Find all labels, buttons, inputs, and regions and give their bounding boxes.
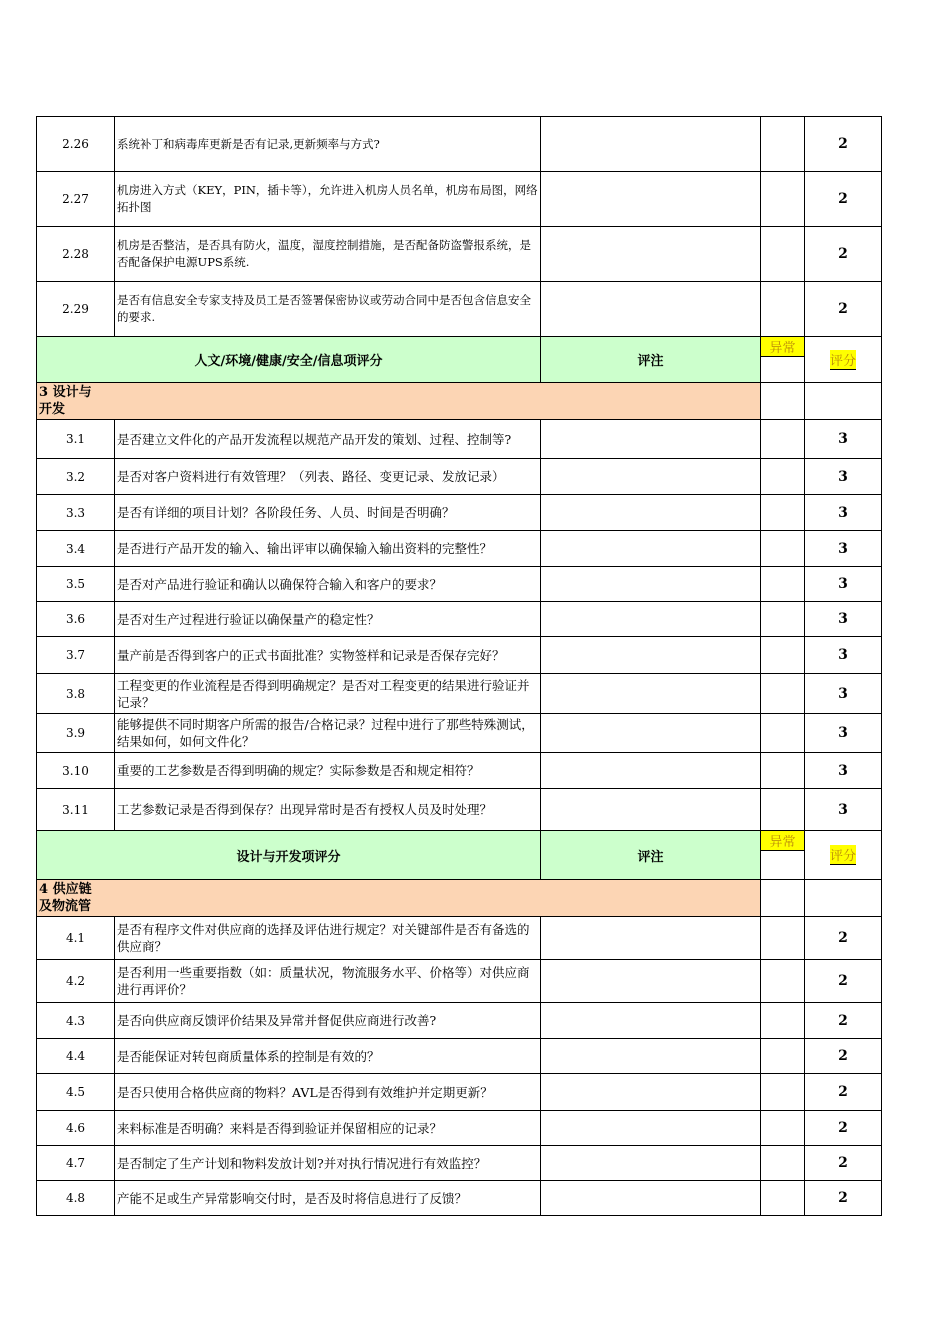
- item-number: 3.6: [36, 601, 114, 636]
- abnormal-cell[interactable]: [760, 494, 804, 530]
- section-row: [36, 879, 882, 916]
- abnormal-cell[interactable]: [760, 1073, 804, 1110]
- score-header-cell: [804, 336, 882, 382]
- item-question: 是否制定了生产计划和物料发放计划?并对执行情况进行有效监控？: [114, 1145, 540, 1180]
- note-cell[interactable]: [540, 788, 760, 830]
- summary-title: 设计与开发项评分: [36, 830, 540, 879]
- note-cell[interactable]: [540, 713, 760, 752]
- item-question: 来料标准是否明确？来料是否得到验证并保留相应的记录？: [114, 1110, 540, 1145]
- note-cell[interactable]: [540, 458, 760, 494]
- table-row: [36, 788, 882, 830]
- item-number: 3.10: [36, 752, 114, 788]
- score-cell[interactable]: 3: [804, 788, 882, 830]
- score-cell[interactable]: 2: [804, 171, 882, 226]
- table-row: [36, 419, 882, 458]
- table-row: [36, 636, 882, 673]
- note-cell[interactable]: [540, 1110, 760, 1145]
- item-question: 重要的工艺参数是否得到明确的规定？实际参数是否和规定相符？: [114, 752, 540, 788]
- item-question: 工艺参数记录是否得到保存？出现异常时是否有授权人员及时处理？: [114, 788, 540, 830]
- table-row: [36, 1180, 882, 1215]
- note-cell[interactable]: [540, 116, 760, 171]
- score-cell[interactable]: [804, 879, 882, 916]
- score-cell[interactable]: 3: [804, 601, 882, 636]
- note-cell[interactable]: [540, 916, 760, 959]
- item-number: 4.2: [36, 959, 114, 1002]
- item-number: 4.8: [36, 1180, 114, 1215]
- abnormal-cell[interactable]: [760, 116, 804, 171]
- table-row: [36, 226, 882, 281]
- note-cell[interactable]: [540, 636, 760, 673]
- item-number: 3.9: [36, 713, 114, 752]
- abnormal-cell[interactable]: [760, 1145, 804, 1180]
- score-cell[interactable]: 2: [804, 1038, 882, 1073]
- note-cell[interactable]: [540, 281, 760, 336]
- table-row: [36, 673, 882, 713]
- abnormal-cell[interactable]: [760, 1038, 804, 1073]
- section-title: 4 供应链及物流管: [39, 882, 92, 914]
- item-question: 产能不足或生产异常影响交付时，是否及时将信息进行了反馈？: [114, 1180, 540, 1215]
- item-number: 4.6: [36, 1110, 114, 1145]
- item-question: 量产前是否得到客户的正式书面批准？实物签样和记录是否保存完好？: [114, 636, 540, 673]
- abnormal-cell[interactable]: [760, 1180, 804, 1215]
- item-number: 3.2: [36, 458, 114, 494]
- score-cell[interactable]: 2: [804, 1002, 882, 1038]
- abnormal-cell[interactable]: [760, 636, 804, 673]
- item-question: 是否利用一些重要指数（如：质量状况，物流服务水平、价格等）对供应商进行再评价？: [114, 959, 540, 1002]
- table-row: [36, 171, 882, 226]
- item-number: 3.11: [36, 788, 114, 830]
- item-question: 是否有信息安全专家支持及员工是否签署保密协议或劳动合同中是否包含信息安全的要求.: [114, 281, 540, 336]
- table-bottom-border: [36, 1215, 882, 1216]
- abnormal-cell[interactable]: [760, 458, 804, 494]
- abnormal-cell[interactable]: [760, 601, 804, 636]
- table-row: [36, 116, 882, 171]
- abnormal-cell[interactable]: [760, 713, 804, 752]
- table-row: [36, 530, 882, 566]
- abnormal-cell[interactable]: [760, 419, 804, 458]
- note-cell[interactable]: [540, 1002, 760, 1038]
- summary-row: [36, 830, 882, 879]
- summary-note-header: 评注: [540, 830, 760, 879]
- score-cell[interactable]: 3: [804, 419, 882, 458]
- item-question: 是否能保证对转包商质量体系的控制是有效的？: [114, 1038, 540, 1073]
- item-question: 机房进入方式（KEY，PIN，插卡等），允许进入机房人员名单，机房布局图，网络拓扑图: [114, 171, 540, 226]
- note-cell[interactable]: [540, 1145, 760, 1180]
- note-cell[interactable]: [540, 959, 760, 1002]
- score-cell[interactable]: 3: [804, 752, 882, 788]
- table-row: [36, 752, 882, 788]
- abnormal-cell[interactable]: [760, 788, 804, 830]
- item-question: 是否向供应商反馈评价结果及异常并督促供应商进行改善?: [114, 1002, 540, 1038]
- score-cell[interactable]: 3: [804, 494, 882, 530]
- table-row: [36, 458, 882, 494]
- abnormal-cell[interactable]: [760, 566, 804, 601]
- item-number: 4.5: [36, 1073, 114, 1110]
- item-question: 工程变更的作业流程是否得到明确规定？是否对工程变更的结果进行验证并记录？: [114, 673, 540, 713]
- score-cell[interactable]: 2: [804, 916, 882, 959]
- item-question: 是否只使用合格供应商的物料？AVL是否得到有效维护并定期更新？: [114, 1073, 540, 1110]
- table-row: [36, 1038, 882, 1073]
- abnormal-header-cell: [760, 830, 804, 879]
- abnormal-cell[interactable]: [760, 171, 804, 226]
- score-cell[interactable]: 2: [804, 1180, 882, 1215]
- score-cell[interactable]: 2: [804, 116, 882, 171]
- note-cell[interactable]: [540, 601, 760, 636]
- abnormal-cell[interactable]: [760, 281, 804, 336]
- score-cell[interactable]: 2: [804, 959, 882, 1002]
- item-number: 3.8: [36, 673, 114, 713]
- score-cell[interactable]: 2: [804, 1145, 882, 1180]
- score-cell[interactable]: 3: [804, 673, 882, 713]
- item-question: 是否有程序文件对供应商的选择及评估进行规定？对关键部件是否有备选的供应商？: [114, 916, 540, 959]
- table-row: [36, 713, 882, 752]
- item-number: 4.3: [36, 1002, 114, 1038]
- abnormal-cell[interactable]: [760, 226, 804, 281]
- item-question: 能够提供不同时期客户所需的报告/合格记录？过程中进行了那些特殊测试，结果如何，如何文件化？: [114, 713, 540, 752]
- note-cell[interactable]: [540, 171, 760, 226]
- item-number: 3.5: [36, 566, 114, 601]
- score-cell[interactable]: 2: [804, 1110, 882, 1145]
- abnormal-cell[interactable]: [760, 382, 804, 419]
- abnormal-header-cell: [760, 336, 804, 382]
- score-header-cell: [804, 830, 882, 879]
- score-cell[interactable]: 3: [804, 566, 882, 601]
- abnormal-header: 异常: [761, 831, 804, 851]
- abnormal-cell[interactable]: [760, 1110, 804, 1145]
- score-cell[interactable]: 3: [804, 636, 882, 673]
- item-number: 3.1: [36, 419, 114, 458]
- section-row: [36, 382, 882, 419]
- score-cell[interactable]: [804, 382, 882, 419]
- score-header: 评分: [830, 350, 856, 370]
- item-number: 4.1: [36, 916, 114, 959]
- item-question: 是否建立文件化的产品开发流程以规范产品开发的策划、过程、控制等?: [114, 419, 540, 458]
- abnormal-header: 异常: [761, 337, 804, 357]
- note-cell[interactable]: [540, 1180, 760, 1215]
- table-row: [36, 494, 882, 530]
- abnormal-cell[interactable]: [760, 673, 804, 713]
- score-cell[interactable]: 3: [804, 458, 882, 494]
- item-number: 3.3: [36, 494, 114, 530]
- item-question: 系统补丁和病毒库更新是否有记录,更新频率与方式?: [114, 116, 540, 171]
- item-number: 2.28: [36, 226, 114, 281]
- table-row: [36, 916, 882, 959]
- score-cell[interactable]: 3: [804, 713, 882, 752]
- summary-row: [36, 336, 882, 382]
- item-number: 2.26: [36, 116, 114, 171]
- note-cell[interactable]: [540, 419, 760, 458]
- note-cell[interactable]: [540, 530, 760, 566]
- note-cell[interactable]: [540, 673, 760, 713]
- table-row: [36, 601, 882, 636]
- abnormal-cell[interactable]: [760, 1002, 804, 1038]
- table-row: [36, 1073, 882, 1110]
- note-cell[interactable]: [540, 752, 760, 788]
- item-question: 是否有详细的项目计划？各阶段任务、人员、时间是否明确？: [114, 494, 540, 530]
- note-cell[interactable]: [540, 226, 760, 281]
- item-number: 2.27: [36, 171, 114, 226]
- note-cell[interactable]: [540, 566, 760, 601]
- table-row: [36, 566, 882, 601]
- summary-title: 人文/环境/健康/安全/信息项评分: [36, 336, 540, 382]
- score-cell[interactable]: 3: [804, 530, 882, 566]
- table-row: [36, 1110, 882, 1145]
- note-cell[interactable]: [540, 494, 760, 530]
- abnormal-cell[interactable]: [760, 916, 804, 959]
- item-number: 4.7: [36, 1145, 114, 1180]
- item-question: 机房是否整洁，是否具有防火，温度，湿度控制措施，是否配备防盗警报系统，是否配备保护电源UPS系统.: [114, 226, 540, 281]
- item-number: 3.7: [36, 636, 114, 673]
- item-number: 4.4: [36, 1038, 114, 1073]
- abnormal-cell[interactable]: [760, 530, 804, 566]
- item-question: 是否对客户资料进行有效管理？（列表、路径、变更记录、发放记录）: [114, 458, 540, 494]
- summary-note-header: 评注: [540, 336, 760, 382]
- score-cell[interactable]: 2: [804, 281, 882, 336]
- score-cell[interactable]: 2: [804, 1073, 882, 1110]
- item-question: 是否进行产品开发的输入、输出评审以确保输入输出资料的完整性？: [114, 530, 540, 566]
- table-row: [36, 1145, 882, 1180]
- score-header: 评分: [830, 845, 856, 865]
- note-cell[interactable]: [540, 1073, 760, 1110]
- item-question: 是否对产品进行验证和确认以确保符合输入和客户的要求？: [114, 566, 540, 601]
- item-number: 2.29: [36, 281, 114, 336]
- abnormal-cell[interactable]: [760, 879, 804, 916]
- section-title: 3 设计与开发: [39, 385, 92, 417]
- item-number: 3.4: [36, 530, 114, 566]
- table-row: [36, 1002, 882, 1038]
- abnormal-cell[interactable]: [760, 959, 804, 1002]
- table-row: [36, 959, 882, 1002]
- evaluation-sheet: [36, 116, 882, 1216]
- note-cell[interactable]: [540, 1038, 760, 1073]
- item-question: 是否对生产过程进行验证以确保量产的稳定性？: [114, 601, 540, 636]
- table-row: [36, 281, 882, 336]
- abnormal-cell[interactable]: [760, 752, 804, 788]
- score-cell[interactable]: 2: [804, 226, 882, 281]
